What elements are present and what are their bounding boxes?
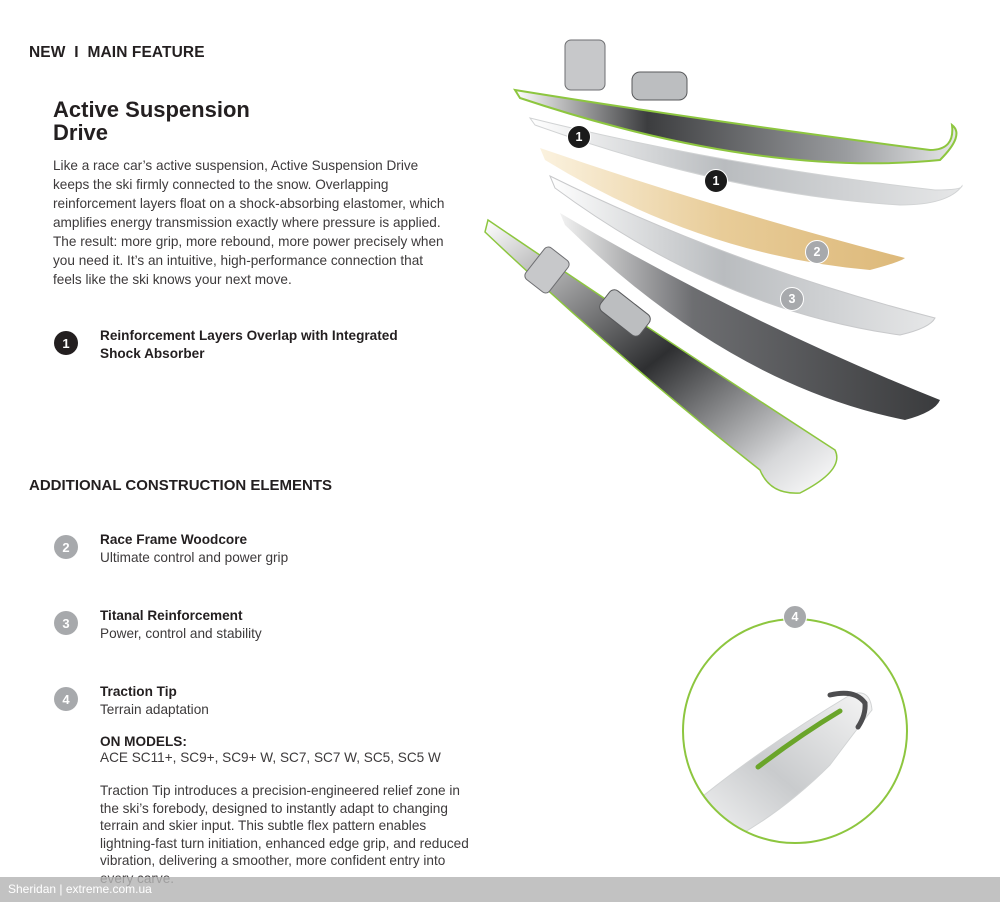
feature-item-title-line1: Reinforcement Layers Overlap with Integrated: [100, 328, 398, 343]
layer-marker-1: 1: [704, 169, 728, 193]
feature-title-line1: Active Suspension: [53, 97, 250, 122]
feature-item-title-line2: Shock Absorber: [100, 345, 205, 361]
models-label: ON MODELS:: [100, 734, 187, 749]
item-number-badge: 4: [54, 687, 78, 711]
ski-exploded-illustration: [440, 20, 1000, 610]
construction-item: [100, 531, 440, 566]
item-number-badge: 3: [54, 611, 78, 635]
layer-marker-4: 4: [783, 605, 807, 629]
feature-number-badge: 1: [54, 331, 78, 355]
binding-heel-icon: [632, 72, 687, 100]
construction-item-subtitle: Ultimate control and power grip: [100, 549, 289, 565]
layer-marker-3: 3: [780, 287, 804, 311]
construction-item-title: Race Frame Woodcore: [100, 532, 248, 547]
feature-description: Like a race car’s active suspension, Active Suspension Drive keeps the ski firmly connected to the snow. Overlapping reinforcement layers float on a shock-absorbing elastomer, which amplifies energy transmission exactly where pressure is applied. The result: more grip, more rebound, more power precisely when you need it. It’s an intuitive, high-performance connection that feels like the ski knows your next move.: [53, 158, 445, 287]
binding-toe-icon: [565, 40, 605, 90]
traction-tip-detail: [680, 615, 910, 847]
traction-tip-description: Traction Tip introduces a precision-engineered relief zone in the ski’s forebody, designed to instantly adapt to changing terrain and skier input. This subtle flex pattern enables lightning-fast turn initiation, enhanced edge grip, and reduced vibration, delivering a smoother, more confident entry into: [100, 783, 469, 868]
construction-item-subtitle: Power, control and stability: [100, 625, 262, 641]
additional-heading: ADDITIONAL CONSTRUCTION ELEMENTS: [29, 477, 333, 494]
models-list: ACE SC11+, SC9+, SC9+ W, SC7, SC7 W, SC5, SC5 W: [100, 750, 441, 765]
construction-item: [100, 607, 440, 642]
layer-marker-1: 1: [567, 125, 591, 149]
layer-marker-2: 2: [805, 240, 829, 264]
section-kicker: NEW I MAIN FEATURE: [29, 44, 205, 61]
models-block: [100, 734, 500, 766]
construction-item: [100, 683, 440, 718]
feature-item-title: [100, 327, 440, 362]
construction-item-title: Traction Tip: [100, 684, 177, 699]
construction-item-title: Titanal Reinforcement: [100, 608, 243, 623]
feature-title: [53, 98, 373, 144]
feature-title-line2: Drive: [53, 120, 109, 145]
watermark-credit: Sheridan | extreme.com.ua: [8, 882, 152, 896]
item-number-badge: 2: [54, 535, 78, 559]
construction-item-subtitle: Terrain adaptation: [100, 701, 209, 717]
